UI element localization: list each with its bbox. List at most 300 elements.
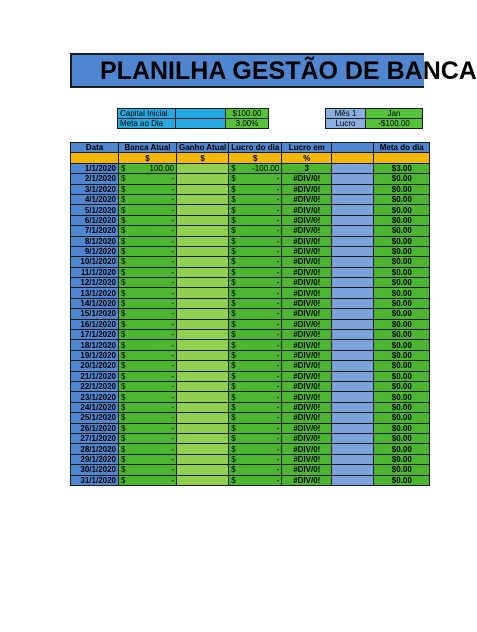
lucro-pct-cell[interactable]: #DIV/0! [282,257,332,267]
lucro-cell[interactable] [229,194,282,204]
ganho-cell[interactable] [177,433,229,443]
ganho-cell[interactable] [177,309,229,319]
lucro-pct-cell[interactable]: #DIV/0! [282,267,332,277]
lucro-cell[interactable] [229,163,282,173]
date-cell[interactable]: 7/1/2020 [71,226,119,236]
lucro-pct-cell[interactable]: #DIV/0! [282,298,332,308]
banca-cell[interactable] [119,215,177,225]
meta-dia-cell[interactable]: $0.00 [374,413,430,423]
date-cell[interactable]: 3/1/2020 [71,184,119,194]
banca-value: - [171,371,174,381]
lucro-pct-cell[interactable]: #DIV/0! [282,413,332,423]
currency-symbol: $ [121,319,126,329]
currency-symbol: $ [121,257,126,267]
currency-symbol: $ [121,454,126,464]
date-cell[interactable]: 18/1/2020 [71,340,119,350]
banca-cell[interactable] [119,319,177,329]
date-cell[interactable]: 24/1/2020 [71,402,119,412]
table-row [71,433,430,443]
banca-value: - [171,174,174,184]
lucro-cell[interactable] [229,174,282,184]
ganho-cell[interactable] [177,350,229,360]
empty-cell[interactable] [332,330,374,340]
ganho-cell[interactable] [177,194,229,204]
currency-symbol: $ [231,257,236,267]
meta-dia-cell[interactable]: $0.00 [374,309,430,319]
date-cell[interactable]: 8/1/2020 [71,236,119,246]
lucro-value: - [276,351,280,360]
lucro-value: - [276,278,280,288]
banca-value: - [171,236,174,246]
date-cell[interactable]: 13/1/2020 [71,288,119,298]
lucro-pct-cell[interactable]: #DIV/0! [282,246,332,256]
ganho-cell[interactable] [177,226,229,236]
ganho-cell[interactable] [177,184,229,194]
meta-dia-cell[interactable]: $0.00 [374,402,430,412]
lucro-value: -100.00 [252,163,280,173]
header-ganho: Ganho Atual [177,143,229,153]
date-cell[interactable]: 15/1/2020 [71,309,119,319]
lucro-pct-cell[interactable]: #DIV/0! [282,350,332,360]
meta-dia-cell[interactable]: $0.00 [374,330,430,340]
date-cell[interactable]: 29/1/2020 [71,454,119,464]
banca-value: - [171,288,174,298]
currency-symbol: $ [231,267,236,277]
lucro-value: - [276,319,280,329]
banca-cell[interactable] [119,174,177,184]
date-cell[interactable]: 28/1/2020 [71,444,119,454]
currency-symbol: $ [231,454,236,464]
lucro-cell[interactable] [229,454,282,464]
banca-value: - [171,465,174,475]
lucro-value: - [276,392,280,402]
meta-dia-cell[interactable]: $0.00 [374,226,430,236]
lucro-pct-cell[interactable]: #DIV/0! [282,184,332,194]
lucro-value: - [276,475,280,485]
meta-dia-cell[interactable]: $0.00 [374,423,430,433]
empty-cell[interactable] [332,205,374,215]
meta-dia-cell[interactable]: $0.00 [374,298,430,308]
ganho-cell[interactable] [177,205,229,215]
empty-cell[interactable] [332,371,374,381]
empty-cell[interactable] [332,163,374,173]
date-cell[interactable]: 10/1/2020 [71,257,119,267]
lucro-cell[interactable] [229,465,282,475]
meta-dia-cell[interactable]: $0.00 [374,392,430,402]
table-row [71,184,430,194]
banca-cell[interactable] [119,236,177,246]
lucro-pct-cell[interactable]: #DIV/0! [282,465,332,475]
lucro-value: - [276,288,280,298]
lucro-pct-cell[interactable]: #DIV/0! [282,392,332,402]
meta-dia-cell[interactable]: $0.00 [374,278,430,288]
banca-cell[interactable] [119,340,177,350]
banca-cell[interactable] [119,163,177,173]
ganho-cell[interactable] [177,267,229,277]
empty-cell[interactable] [332,309,374,319]
currency-symbol: $ [121,351,126,360]
banca-cell[interactable] [119,246,177,256]
banca-cell[interactable] [119,278,177,288]
empty-cell[interactable] [332,433,374,443]
empty-cell[interactable] [332,184,374,194]
currency-symbol: $ [121,288,126,298]
banca-cell[interactable] [119,226,177,236]
lucro-pct-cell[interactable]: #DIV/0! [282,205,332,215]
date-cell[interactable]: 31/1/2020 [71,475,119,485]
date-cell[interactable]: 19/1/2020 [71,350,119,360]
lucro-value: - [276,434,280,444]
banca-cell[interactable] [119,433,177,443]
lucro-pct-cell[interactable]: #DIV/0! [282,371,332,381]
meta-dia-cell[interactable]: $0.00 [374,288,430,298]
lucro-cell[interactable] [229,444,282,454]
table-row [71,298,430,308]
empty-cell[interactable] [332,236,374,246]
lucro-pct-cell[interactable]: #DIV/0! [282,330,332,340]
meta-dia-cell[interactable]: $0.00 [374,236,430,246]
meta-dia-cell[interactable]: $0.00 [374,433,430,443]
currency-symbol: $ [231,184,236,194]
banca-value: - [171,351,174,360]
lucro-cell[interactable] [229,278,282,288]
banca-cell[interactable] [119,444,177,454]
lucro-cell[interactable] [229,184,282,194]
lucro-value: - [276,215,280,225]
ganho-cell[interactable] [177,444,229,454]
lucro-value: - [276,361,280,371]
meta-dia-cell[interactable]: $0.00 [374,350,430,360]
lucro-cell[interactable] [229,236,282,246]
date-cell[interactable]: 27/1/2020 [71,433,119,443]
lucro-pct-cell[interactable]: #DIV/0! [282,402,332,412]
lucro-cell[interactable] [229,267,282,277]
empty-cell[interactable] [332,267,374,277]
ganho-cell[interactable] [177,278,229,288]
ganho-cell[interactable] [177,371,229,381]
banca-cell[interactable] [119,257,177,267]
date-cell[interactable]: 6/1/2020 [71,215,119,225]
currency-symbol: $ [231,330,236,340]
empty-cell[interactable] [332,257,374,267]
lucro-pct-cell[interactable]: #DIV/0! [282,454,332,464]
lucro-cell[interactable] [229,371,282,381]
currency-symbol: $ [121,402,126,412]
ganho-cell[interactable] [177,319,229,329]
lucro-cell[interactable] [229,350,282,360]
meta-dia-cell[interactable]: $0.00 [374,194,430,204]
date-cell[interactable]: 4/1/2020 [71,194,119,204]
date-cell[interactable]: 9/1/2020 [71,246,119,256]
lucro-pct-cell[interactable]: #DIV/0! [282,288,332,298]
empty-cell[interactable] [332,381,374,391]
banca-cell[interactable] [119,361,177,371]
lucro-cell[interactable] [229,475,282,485]
lucro-cell[interactable] [229,257,282,267]
empty-cell[interactable] [332,226,374,236]
banca-cell[interactable] [119,381,177,391]
currency-symbol: $ [231,371,236,381]
banca-cell[interactable] [119,465,177,475]
ganho-cell[interactable] [177,246,229,256]
ganho-cell[interactable] [177,475,229,485]
banca-cell[interactable] [119,413,177,423]
date-cell[interactable]: 5/1/2020 [71,205,119,215]
lucro-pct-cell[interactable]: #DIV/0! [282,319,332,329]
meta-dia-cell[interactable]: $0.00 [374,246,430,256]
banca-cell[interactable] [119,423,177,433]
date-cell[interactable]: 26/1/2020 [71,423,119,433]
currency-symbol: $ [231,163,236,173]
meta-dia-cell[interactable]: $0.00 [374,454,430,464]
empty-cell[interactable] [332,465,374,475]
banca-cell[interactable] [119,205,177,215]
lucro-pct-cell[interactable]: #DIV/0! [282,215,332,225]
currency-symbol: $ [231,351,236,360]
meta-label: Meta ao Dia [118,119,176,129]
ganho-cell[interactable] [177,236,229,246]
banca-value: - [171,319,174,329]
meta-dia-cell[interactable]: $0.00 [374,215,430,225]
date-cell[interactable]: 25/1/2020 [71,413,119,423]
empty-cell[interactable] [332,361,374,371]
unit-banca: $ [119,153,177,163]
ganho-cell[interactable] [177,454,229,464]
date-cell[interactable]: 14/1/2020 [71,298,119,308]
banca-value: - [171,278,174,288]
lucro-cell[interactable] [229,340,282,350]
lucro-pct-cell[interactable]: #DIV/0! [282,174,332,184]
lucro-value: - [276,454,280,464]
banca-cell[interactable] [119,194,177,204]
lucro-cell[interactable] [229,392,282,402]
currency-symbol: $ [231,299,236,309]
meta-dia-cell[interactable]: $0.00 [374,174,430,184]
ganho-cell[interactable] [177,340,229,350]
ganho-cell[interactable] [177,392,229,402]
banca-cell[interactable] [119,184,177,194]
ganho-cell[interactable] [177,381,229,391]
lucro-pct-cell[interactable]: #DIV/0! [282,381,332,391]
ganho-cell[interactable] [177,413,229,423]
lucro-value: - [276,174,280,184]
lucro-pct-cell[interactable]: #DIV/0! [282,309,332,319]
meta-dia-cell[interactable]: $0.00 [374,361,430,371]
banca-cell[interactable] [119,392,177,402]
meta-dia-cell[interactable]: $0.00 [374,267,430,277]
meta-value-cell[interactable]: 3.00% [226,119,269,129]
empty-cell[interactable] [332,350,374,360]
currency-symbol: $ [231,205,236,215]
lucro-pct-cell[interactable]: #DIV/0! [282,194,332,204]
ganho-cell[interactable] [177,174,229,184]
lucro-cell[interactable] [229,361,282,371]
ganho-cell[interactable] [177,163,229,173]
lucro-pct-cell[interactable]: #DIV/0! [282,423,332,433]
meta-dia-cell[interactable]: $0.00 [374,340,430,350]
banca-cell[interactable] [119,350,177,360]
capital-value-cell[interactable]: $100.00 [226,109,269,119]
empty-cell[interactable] [332,413,374,423]
header-row [71,143,430,153]
empty-cell[interactable] [332,454,374,464]
lucro-cell[interactable] [229,381,282,391]
lucro-value: - [276,382,280,392]
banca-cell[interactable] [119,371,177,381]
empty-cell[interactable] [332,288,374,298]
lucro-value-cell[interactable]: -$100.00 [366,119,423,129]
banca-value: - [171,392,174,402]
banca-value: - [171,195,174,205]
lucro-cell[interactable] [229,413,282,423]
ganho-cell[interactable] [177,465,229,475]
month-value-cell[interactable]: Jan [366,109,423,119]
lucro-pct-cell[interactable]: #DIV/0! [282,226,332,236]
date-cell[interactable]: 11/1/2020 [71,267,119,277]
meta-dia-cell[interactable]: $3.00 [374,163,430,173]
currency-symbol: $ [121,340,126,350]
currency-symbol: $ [121,444,126,454]
ganho-cell[interactable] [177,423,229,433]
empty-cell[interactable] [332,215,374,225]
header-lucro-em: Lucro em [282,143,332,153]
banca-value: - [171,475,174,485]
empty-cell[interactable] [332,298,374,308]
table-row [71,174,430,184]
ganho-cell[interactable] [177,298,229,308]
empty-cell[interactable] [332,423,374,433]
meta-dia-cell[interactable]: $0.00 [374,465,430,475]
date-cell[interactable]: 2/1/2020 [71,174,119,184]
date-cell[interactable]: 22/1/2020 [71,381,119,391]
date-cell[interactable]: 20/1/2020 [71,361,119,371]
table-row [71,361,430,371]
date-cell[interactable]: 21/1/2020 [71,371,119,381]
lucro-cell[interactable] [229,319,282,329]
meta-dia-cell[interactable]: $0.00 [374,257,430,267]
lucro-cell[interactable] [229,288,282,298]
lucro-pct-cell[interactable]: #DIV/0! [282,236,332,246]
empty-cell[interactable] [332,392,374,402]
currency-symbol: $ [231,247,236,257]
lucro-pct-cell[interactable]: #DIV/0! [282,340,332,350]
ganho-cell[interactable] [177,257,229,267]
empty-cell[interactable] [332,402,374,412]
lucro-cell[interactable] [229,433,282,443]
banca-cell[interactable] [119,309,177,319]
meta-dia-cell[interactable]: $0.00 [374,184,430,194]
currency-symbol: $ [121,247,126,257]
table-row [71,454,430,464]
date-cell[interactable]: 12/1/2020 [71,278,119,288]
banca-cell[interactable] [119,298,177,308]
lucro-cell[interactable] [229,226,282,236]
currency-symbol: $ [231,402,236,412]
empty-cell[interactable] [332,194,374,204]
lucro-cell[interactable] [229,246,282,256]
meta-dia-cell[interactable]: $0.00 [374,381,430,391]
capital-label: Capital Inicial [118,109,176,119]
lucro-value: - [276,423,280,433]
banca-value: - [171,361,174,371]
ganho-cell[interactable] [177,402,229,412]
banca-value: - [171,309,174,319]
lucro-cell[interactable] [229,215,282,225]
lucro-cell[interactable] [229,423,282,433]
currency-symbol: $ [231,413,236,423]
banca-cell[interactable] [119,267,177,277]
empty-cell[interactable] [332,444,374,454]
lucro-cell[interactable] [229,330,282,340]
date-cell[interactable]: 16/1/2020 [71,319,119,329]
banca-value: - [171,267,174,277]
lucro-value: - [276,371,280,381]
ganho-cell[interactable] [177,330,229,340]
lucro-cell[interactable] [229,309,282,319]
currency-symbol: $ [121,371,126,381]
currency-symbol: $ [121,226,126,236]
currency-symbol: $ [231,195,236,205]
meta-dia-cell[interactable]: $0.00 [374,475,430,485]
meta-dia-cell[interactable]: $0.00 [374,319,430,329]
banca-cell[interactable] [119,330,177,340]
ganho-cell[interactable] [177,288,229,298]
unit-ganho: $ [177,153,229,163]
banca-cell[interactable] [119,288,177,298]
meta-spacer [176,119,226,129]
header-lucro-dia: Lucro do dia [229,143,282,153]
lucro-cell[interactable] [229,298,282,308]
lucro-value: - [276,226,280,236]
ganho-cell[interactable] [177,215,229,225]
date-cell[interactable]: 30/1/2020 [71,465,119,475]
meta-dia-cell[interactable]: $0.00 [374,444,430,454]
lucro-pct-cell[interactable]: 3 [282,163,332,173]
lucro-pct-cell[interactable]: #DIV/0! [282,278,332,288]
banca-cell[interactable] [119,454,177,464]
date-cell[interactable]: 17/1/2020 [71,330,119,340]
banca-cell[interactable] [119,402,177,412]
empty-cell[interactable] [332,278,374,288]
empty-cell[interactable] [332,475,374,485]
lucro-value: - [276,413,280,423]
currency-symbol: $ [121,184,126,194]
ganho-cell[interactable] [177,361,229,371]
meta-dia-cell[interactable]: $0.00 [374,371,430,381]
lucro-pct-cell[interactable]: #DIV/0! [282,475,332,485]
lucro-cell[interactable] [229,205,282,215]
lucro-pct-cell[interactable]: #DIV/0! [282,444,332,454]
banca-cell[interactable] [119,475,177,485]
currency-symbol: $ [231,444,236,454]
empty-cell[interactable] [332,246,374,256]
table-row [71,413,430,423]
empty-cell[interactable] [332,340,374,350]
unit-empty [332,153,374,163]
lucro-value: - [276,444,280,454]
date-cell[interactable]: 1/1/2020 [71,163,119,173]
lucro-pct-cell[interactable]: #DIV/0! [282,361,332,371]
empty-cell[interactable] [332,174,374,184]
date-cell[interactable]: 23/1/2020 [71,392,119,402]
empty-cell[interactable] [332,319,374,329]
banca-value: - [171,444,174,454]
meta-dia-cell[interactable]: $0.00 [374,205,430,215]
lucro-value: - [276,299,280,309]
lucro-pct-cell[interactable]: #DIV/0! [282,433,332,443]
month-label: Mês 1 [326,109,366,119]
lucro-cell[interactable] [229,402,282,412]
